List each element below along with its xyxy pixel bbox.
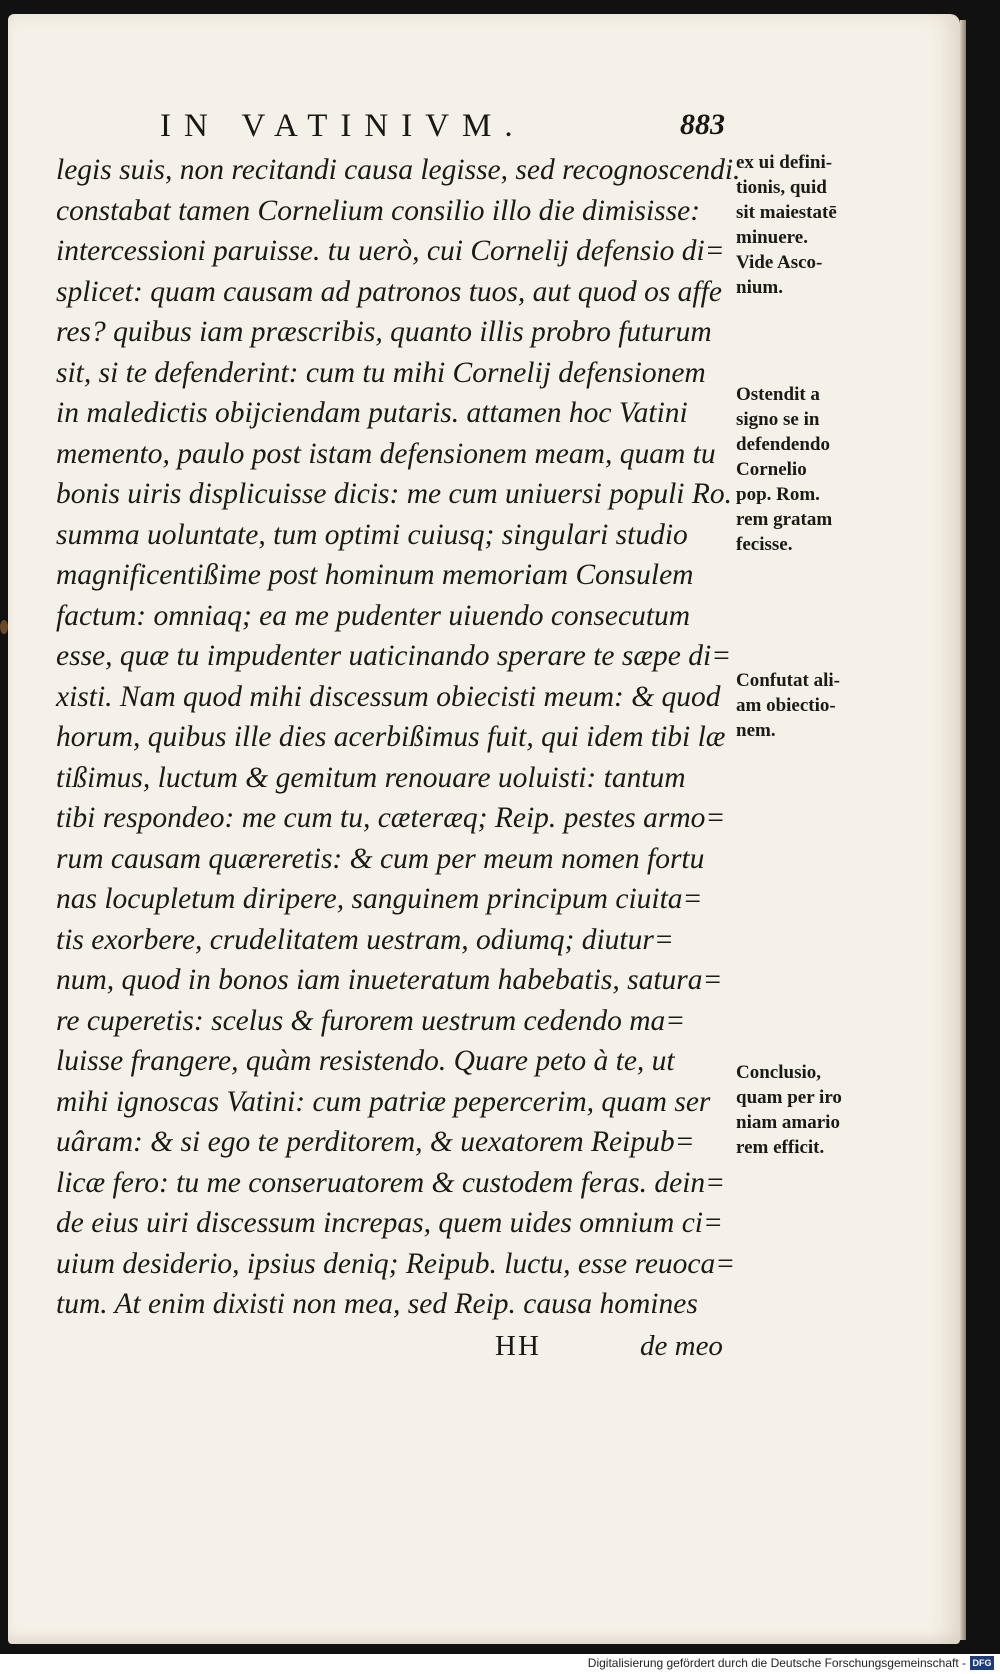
marginal-note	[736, 668, 876, 743]
marginal-note-line: minuere.	[736, 227, 808, 248]
text-line: de eius uiri discessum increpas, quem uides omnium ci=	[56, 1207, 723, 1239]
text-line: magnificentißime post hominum memoriam Consulem	[56, 559, 694, 591]
text-line: splicet: quam causam ad patronos tuos, aut quod os affe	[56, 275, 722, 308]
text-line: mihi ignoscas Vatini: cum patriæ pepercerim, quam ser	[56, 1085, 711, 1118]
marginal-note-line: sit maiestatē	[736, 202, 837, 223]
text-line: bonis uiris displicuisse dicis: me cum uniuersi populi Ro.	[56, 478, 733, 510]
marginal-note-line: pop. Rom.	[736, 484, 820, 505]
text-line: intercessioni paruisse. tu uerò, cui Cornelij defensio di=	[56, 235, 725, 267]
marginal-note-line: Conclusio,	[736, 1062, 821, 1083]
text-line: uium desiderio, ipsius deniq; Reipub. luctu, esse reuoca=	[56, 1247, 736, 1280]
text-line: tis exorbere, crudelitatem uestram, odiumq; diutur=	[56, 923, 674, 956]
marginal-note-line: niam amario	[736, 1112, 840, 1133]
text-line: sit, si te defenderint: cum tu mihi Cornelij defensionem	[56, 356, 706, 389]
text-line: tum. At enim dixisti non mea, sed Reip. causa homines	[56, 1288, 698, 1320]
margin-stain	[0, 620, 8, 634]
marginal-note-line: am obiectio-	[736, 695, 836, 716]
dfg-logo: DFG	[970, 1656, 994, 1670]
text-line: xisti. Nam quod mihi discessum obiecisti meum: & quod	[56, 680, 721, 713]
marginal-note-line: fecisse.	[736, 534, 793, 555]
text-line: in maledictis obijciendam putaris. attamen hoc Vatini	[56, 397, 688, 429]
marginal-note-line: quam per iro	[736, 1087, 842, 1108]
main-text-block	[56, 150, 741, 1325]
catchword-line	[495, 1330, 723, 1363]
marginal-note-line: defendendo	[736, 434, 830, 455]
marginal-note-line: signo se in	[736, 409, 820, 430]
marginal-note-line: Ostendit a	[736, 384, 820, 405]
page-number: 883	[680, 108, 725, 141]
marginal-note-line: nem.	[736, 720, 776, 741]
marginal-note-line: tionis, quid	[736, 177, 827, 198]
text-line: luisse frangere, quàm resistendo. Quare peto à te, ut	[56, 1045, 675, 1077]
text-line: esse, quæ tu impudenter uaticinando sperare te sæpe di=	[56, 640, 732, 672]
text-line: tißimus, luctum & gemitum renouare uoluisti: tantum	[56, 761, 686, 794]
text-line: horum, quibus ille dies acerbißimus fuit, qui idem tibi læ	[56, 721, 726, 753]
text-line: re cuperetis: scelus & furorem uestrum cedendo ma=	[56, 1004, 686, 1037]
text-line: licæ fero: tu me conseruatorem & custodem feras. dein=	[56, 1166, 726, 1199]
marginal-note	[736, 150, 876, 300]
catchword: de meo	[640, 1330, 723, 1362]
marginal-note-line: Vide Asco-	[736, 252, 823, 273]
text-line: memento, paulo post istam defensionem meam, quam tu	[56, 437, 716, 470]
funding-credit: Digitalisierung gefördert durch die Deutsche Forschungsgemeinschaft -	[587, 1656, 966, 1670]
running-title: IN VATINIVM.	[160, 108, 526, 144]
text-line: rum causam quæreretis: & cum per meum nomen fortu	[56, 842, 705, 875]
marginal-note	[736, 1060, 876, 1160]
text-line: factum: omniaq; ea me pudenter uiuendo consecutum	[56, 599, 691, 632]
marginal-note-line: rem efficit.	[736, 1137, 825, 1158]
text-line: constabat tamen Cornelium consilio illo die dimisisse:	[56, 194, 701, 227]
signature-mark: HH	[495, 1330, 541, 1362]
marginal-note	[736, 382, 876, 557]
marginal-note-line: nium.	[736, 277, 783, 298]
text-line: legis suis, non recitandi causa legisse, sed recognoscendi.	[56, 154, 741, 186]
text-line: summa uoluntate, tum optimi cuiusq; singulari studio	[56, 518, 688, 551]
text-line: nas locupletum diripere, sanguinem principum ciuita=	[56, 883, 703, 915]
text-line: tibi respondeo: me cum tu, cæteræq; Reip. pestes armo=	[56, 802, 726, 834]
page-edge	[960, 20, 966, 1640]
text-line: num, quod in bonos iam inueteratum habebatis, satura=	[56, 964, 723, 996]
marginal-note-line: rem gratam	[736, 509, 833, 530]
marginal-note-line: Cornelio	[736, 459, 807, 480]
marginal-note-line: ex ui defini-	[736, 152, 833, 173]
marginal-note-line: Confutat ali-	[736, 670, 840, 691]
text-line: res? quibus iam præscribis, quanto illis probro futurum	[56, 316, 712, 348]
text-line: uâram: & si ego te perditorem, & uexatorem Reipub=	[56, 1126, 695, 1158]
